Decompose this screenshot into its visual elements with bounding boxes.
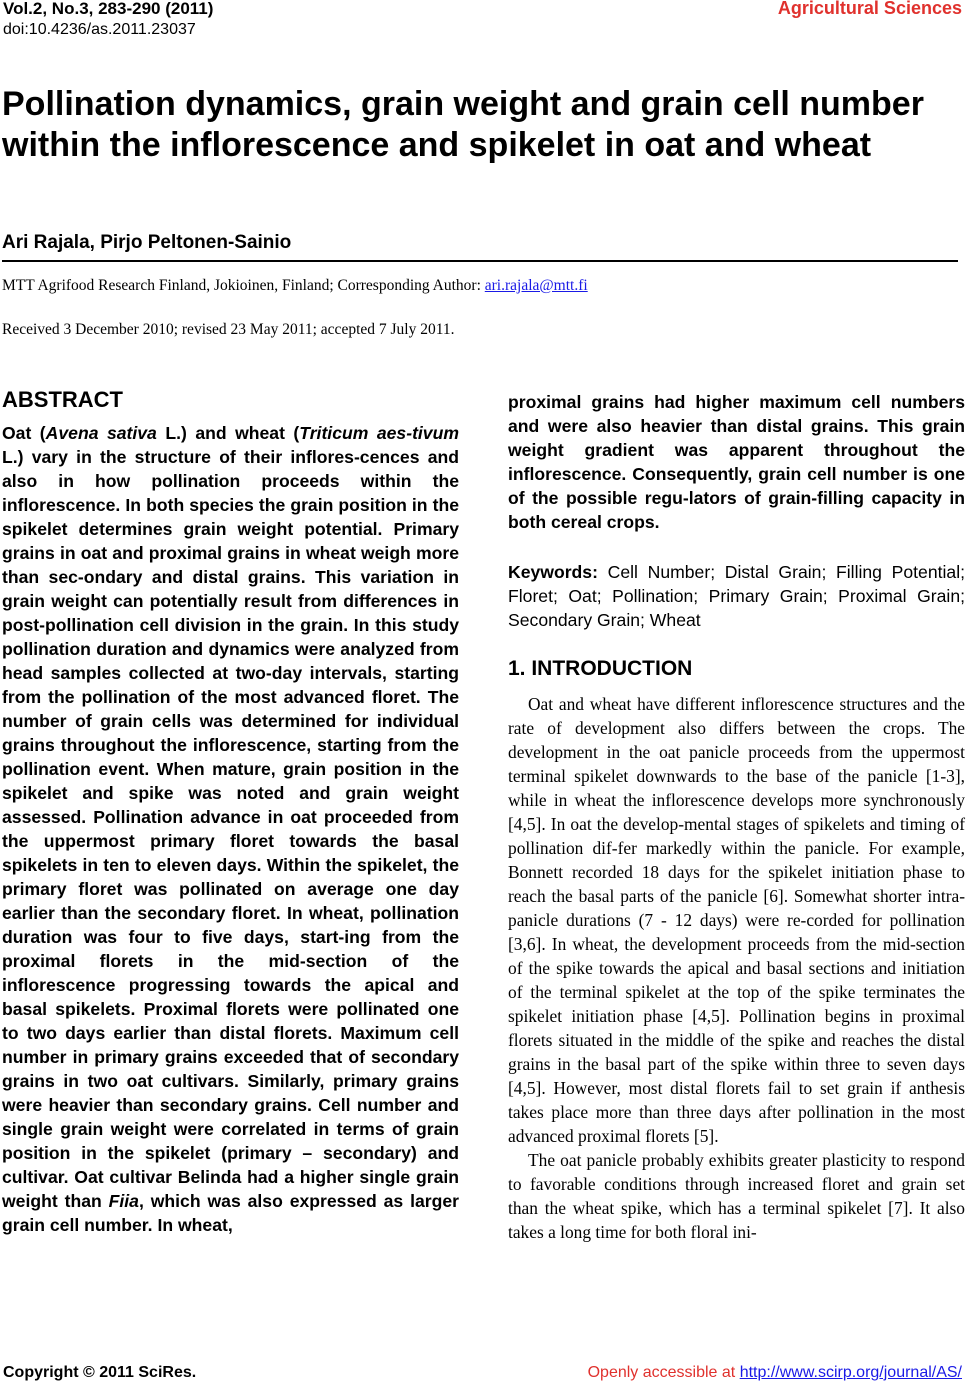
abstract-species-wheat: Triticum aes-tivum — [299, 423, 459, 443]
abstract-cultivar: Fiia — [108, 1191, 139, 1211]
abstract-species-oat: Avena sativa — [45, 423, 157, 443]
abstract-paragraph — [2, 421, 459, 1237]
authors: Ari Rajala, Pirjo Peltonen-Sainio — [2, 232, 292, 253]
introduction-paragraph-2: The oat panicle probably exhibits greater plasticity to respond to favorable conditions through increased floret and grain set than the wheat spike, which has a terminal spikelet [7]. It also takes a long time for both floral ini- — [508, 1150, 965, 1242]
affiliation-text: MTT Agrifood Research Finland, Jokioinen, Finland; Corresponding Author: — [2, 277, 485, 294]
divider — [2, 260, 958, 262]
open-access-note — [588, 1364, 962, 1382]
open-access-text: Openly accessible at — [587, 1364, 740, 1381]
journal-url-link[interactable]: http://www.scirp.org/journal/AS/ — [739, 1364, 962, 1381]
abstract-text-3: L.) vary in the structure of their inflores-cences and also in how pollination proceeds within the inflorescence. In both species the grain position in the spikelet determines grain weight potential. Primary grains in oat and proximal grains in wheat weigh more than sec-ondary and distal grains. This variation in grain weight can potentially result from differences in post-pollination cell division in the grain. In this study pollination duration and dynamics were analyzed from head samples collected at two-day intervals, starting from the pollination of the most advanced floret. The number of grain cells was determined for individual grains throughout the inflorescence, starting from the pollination event. When mature, grain position in the spikelet and spike was noted and grain weight assessed. Pollination advance in oat proceeded from the uppermost primary floret towards the basal spikelets in ten to eleven days. Within the spikelet, the primary floret was pollinated on average one day earlier than the secondary floret. In wheat, pollination duration was four to five days, start-ing from the proximal florets in the mid-section of the inflorescence progressing towards the apical and basal spikelets. Proximal florets were pollinated one to two days earlier than distal florets. Maximum cell number in primary grains exceeded that of secondary grains in two oat cultivars. Similarly, primary grains were heavier than secondary grains. Cell number and single grain weight were correlated in terms of grain position in the spikelet (primary – secondary) and cultivar. Oat cultivar Belinda had a higher single grain weight than — [2, 447, 459, 1211]
copyright: Copyright © 2011 SciRes. — [3, 1364, 197, 1381]
abstract-text-4: , which was also expressed as larger grain cell number. In wheat, — [2, 1191, 460, 1235]
keywords-list: Cell Number; Distal Grain; Filling Potential; Floret; Oat; Pollination; Primary Grain; Proximal Grain; Secondary Grain; Wheat — [508, 562, 965, 630]
keywords — [508, 560, 965, 632]
right-column — [508, 390, 965, 1244]
left-column — [2, 385, 459, 1237]
volume-info: Vol.2, No.3, 283-290 (2011) — [3, 0, 214, 18]
abstract-text-2: L.) and wheat ( — [156, 423, 300, 443]
abstract-text-1: Oat ( — [2, 423, 46, 443]
journal-name: Agricultural Sciences — [777, 0, 962, 18]
abstract-heading: ABSTRACT — [2, 387, 123, 412]
running-header — [3, 0, 213, 40]
abstract-continued: proximal grains had higher maximum cell numbers and were also heavier than distal grains. This grain weight gradient was apparent throughout the inflorescence. Consequently, grain cell number is one of the possible regu-lators of grain-filling capacity in both cereal crops. — [508, 392, 965, 532]
author-email-link[interactable]: ari.rajala@mtt.fi — [484, 277, 588, 294]
keywords-label: Keywords: — [508, 562, 598, 582]
affiliation — [2, 277, 588, 295]
paper-title: Pollination dynamics, grain weight and grain cell number within the inflorescence and spikelet in oat and wheat — [2, 85, 924, 164]
doi: doi:10.4236/as.2011.23037 — [3, 21, 196, 38]
received-dates: Received 3 December 2010; revised 23 May 2011; accepted 7 July 2011. — [2, 321, 455, 338]
introduction-paragraph-1: Oat and wheat have different inflorescence structures and the rate of development also differs between the crops. The development in the oat panicle proceeds from the uppermost terminal spikelet downwards to the base of the panicle [1-3], while in wheat the inflorescence develops more synchronously [4,5]. In oat the develop-mental stages of spikelets and timing of pollination dif-fer markedly within the panicle. For example, Bonnett recorded 18 days for the spikelet initiation phase to reach the basal parts of the panicle [6]. Somewhat shorter intra-panicle durations (7 - 12 days) were re-corded for pollination [3,6]. In wheat, the development proceeds from the mid-section of the spike towards the apical and basal sections and initiation of the terminal spikelet at the top of the spike terminates the spikelet initiation phase [4,5]. Pollination begins in proximal florets situated in the middle of the spike and reaches the distal grains in the basal part of the spike within three to seven days [4,5]. However, most distal florets fail to set grain if anthesis takes place more than three days after pollination in the most advanced proximal florets [5]. — [508, 694, 965, 1146]
introduction-heading: 1. INTRODUCTION — [508, 657, 693, 680]
